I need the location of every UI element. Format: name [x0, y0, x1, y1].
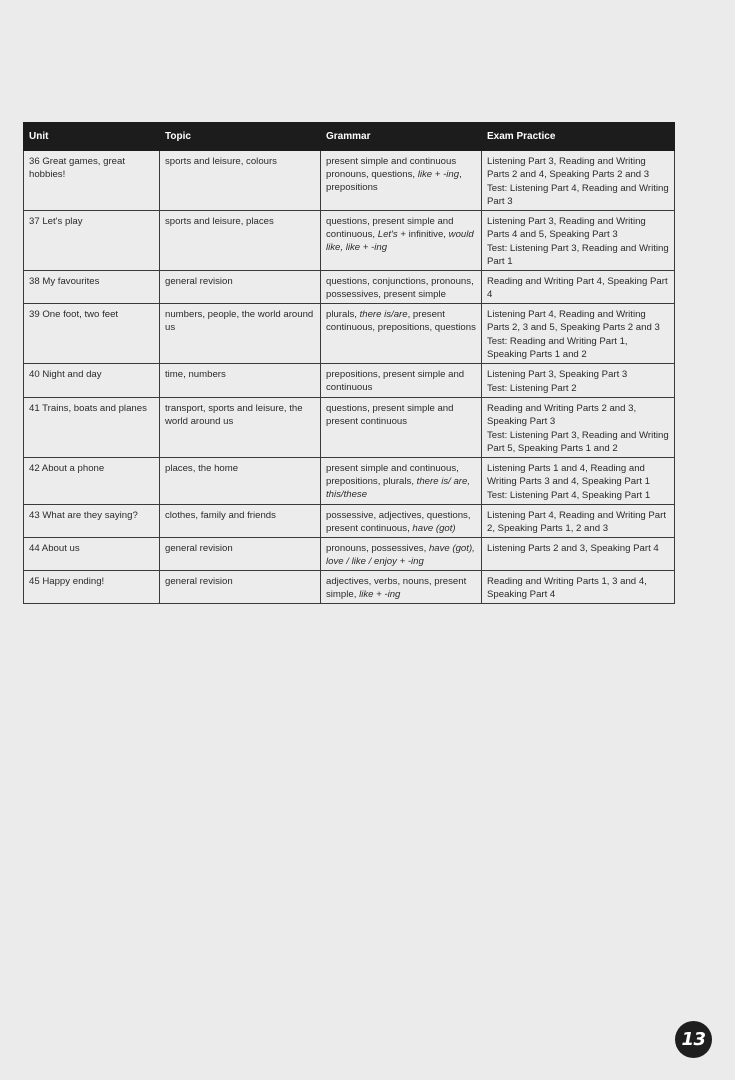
grammar-cell [321, 271, 482, 304]
exam-practice-line: Test: Listening Part 3, Reading and Writing Part 5, Speaking Parts 1 and 2 [487, 430, 669, 454]
exam-practice-cell [482, 458, 675, 505]
exam-practice-line: Listening Parts 1 and 4, Reading and Writing Parts 3 and 4, Speaking Part 1 [487, 463, 651, 487]
grammar-cell [321, 538, 482, 571]
topic-cell: clothes, family and friends [160, 505, 321, 538]
exam-practice-line: Listening Part 3, Reading and Writing Parts 4 and 5, Speaking Part 3 [487, 216, 646, 240]
exam-practice-cell [482, 505, 675, 538]
exam-practice-line: Test: Listening Part 4, Speaking Part 1 [487, 490, 651, 501]
exam-practice-line: Listening Part 4, Reading and Writing Part 2, Speaking Parts 1, 2 and 3 [487, 510, 667, 534]
grammar-text: , present continuous, prepositions, questions [326, 309, 476, 333]
header-exam-practice: Exam Practice [482, 123, 675, 151]
header-grammar: Grammar [321, 123, 482, 151]
table-header-row [24, 123, 675, 151]
exam-practice-cell [482, 151, 675, 211]
table-row [24, 151, 675, 211]
grammar-italic-text: have (got), love / like / enjoy + -ing [326, 543, 475, 567]
exam-practice-line: Listening Part 4, Reading and Writing Parts 2, 3 and 5, Speaking Parts 2 and 3 [487, 309, 660, 333]
exam-practice-line: Reading and Writing Parts 2 and 3, Speaking Part 3 [487, 403, 637, 427]
grammar-cell [321, 304, 482, 364]
page-number-badge: 13 [675, 1021, 712, 1058]
topic-cell: general revision [160, 571, 321, 604]
unit-cell: 44 About us [24, 538, 160, 571]
exam-practice-cell [482, 571, 675, 604]
grammar-text: questions, conjunctions, pronouns, possessives, present simple [326, 276, 474, 300]
exam-practice-line: Reading and Writing Part 4, Speaking Part 4 [487, 276, 668, 300]
grammar-italic-text: like + -ing [359, 589, 401, 600]
exam-practice-line: Listening Part 3, Speaking Part 3 [487, 369, 628, 380]
unit-cell: 37 Let's play [24, 211, 160, 271]
grammar-italic-text: like + -ing [417, 169, 460, 180]
grammar-cell [321, 398, 482, 458]
grammar-text: possessive, adjectives, questions, present continuous, [326, 510, 471, 534]
exam-practice-line: Listening Parts 2 and 3, Speaking Part 4 [487, 543, 659, 554]
grammar-italic-text: have (got) [412, 523, 456, 534]
table-body [24, 151, 675, 604]
unit-cell: 42 About a phone [24, 458, 160, 505]
exam-practice-line: Test: Listening Part 4, Reading and Writing Part 3 [487, 183, 669, 207]
grammar-text: , prepositions [326, 169, 462, 193]
grammar-text: present simple and continuous, prepositions, plurals, [326, 463, 459, 487]
exam-practice-cell [482, 398, 675, 458]
exam-practice-cell [482, 211, 675, 271]
topic-cell: transport, sports and leisure, the world around us [160, 398, 321, 458]
grammar-text: pronouns, possessives, [326, 543, 429, 554]
grammar-text: + infinitive, [397, 229, 449, 240]
header-unit: Unit [24, 123, 160, 151]
table-row [24, 304, 675, 364]
syllabus-table [23, 122, 675, 604]
topic-cell: general revision [160, 538, 321, 571]
grammar-text: prepositions, present simple and continuous [326, 369, 465, 393]
grammar-text: plurals, [326, 309, 360, 320]
grammar-italic-text: Let's [377, 229, 398, 240]
unit-cell: 39 One foot, two feet [24, 304, 160, 364]
exam-practice-line: Test: Listening Part 2 [487, 383, 577, 394]
grammar-cell [321, 505, 482, 538]
unit-cell: 38 My favourites [24, 271, 160, 304]
table-row [24, 571, 675, 604]
grammar-cell [321, 151, 482, 211]
table-row [24, 271, 675, 304]
exam-practice-cell [482, 271, 675, 304]
exam-practice-line: Test: Listening Part 3, Reading and Writing Part 1 [487, 243, 669, 267]
topic-cell: places, the home [160, 458, 321, 505]
grammar-cell [321, 458, 482, 505]
table-row [24, 505, 675, 538]
grammar-text: questions, present simple and present continuous [326, 403, 454, 427]
grammar-italic-text: there is/are [359, 309, 408, 320]
grammar-text: adjectives, verbs, nouns, present simple, [326, 576, 467, 600]
header-topic: Topic [160, 123, 321, 151]
exam-practice-line: Test: Reading and Writing Part 1, Speaking Parts 1 and 2 [487, 336, 628, 360]
table-row [24, 538, 675, 571]
unit-cell: 45 Happy ending! [24, 571, 160, 604]
topic-cell: time, numbers [160, 364, 321, 398]
grammar-text: questions, present simple and continuous, [326, 216, 454, 240]
topic-cell: sports and leisure, places [160, 211, 321, 271]
unit-cell: 41 Trains, boats and planes [24, 398, 160, 458]
exam-practice-line: Reading and Writing Parts 1, 3 and 4, Speaking Part 4 [487, 576, 647, 600]
exam-practice-cell [482, 538, 675, 571]
grammar-italic-text: would like, like + -ing [326, 229, 474, 253]
unit-cell: 40 Night and day [24, 364, 160, 398]
grammar-italic-text: there is/ are, this/these [326, 476, 470, 500]
unit-cell: 43 What are they saying? [24, 505, 160, 538]
exam-practice-cell [482, 304, 675, 364]
table-row [24, 364, 675, 398]
table-row [24, 211, 675, 271]
exam-practice-line: Listening Part 3, Reading and Writing Parts 2 and 4, Speaking Parts 2 and 3 [487, 156, 650, 180]
topic-cell: general revision [160, 271, 321, 304]
grammar-cell [321, 211, 482, 271]
grammar-cell [321, 571, 482, 604]
grammar-text: present simple and continuous pronouns, questions, [326, 156, 457, 180]
unit-cell: 36 Great games, great hobbies! [24, 151, 160, 211]
topic-cell: sports and leisure, colours [160, 151, 321, 211]
topic-cell: numbers, people, the world around us [160, 304, 321, 364]
table-row [24, 398, 675, 458]
table-row [24, 458, 675, 505]
grammar-cell [321, 364, 482, 398]
exam-practice-cell [482, 364, 675, 398]
